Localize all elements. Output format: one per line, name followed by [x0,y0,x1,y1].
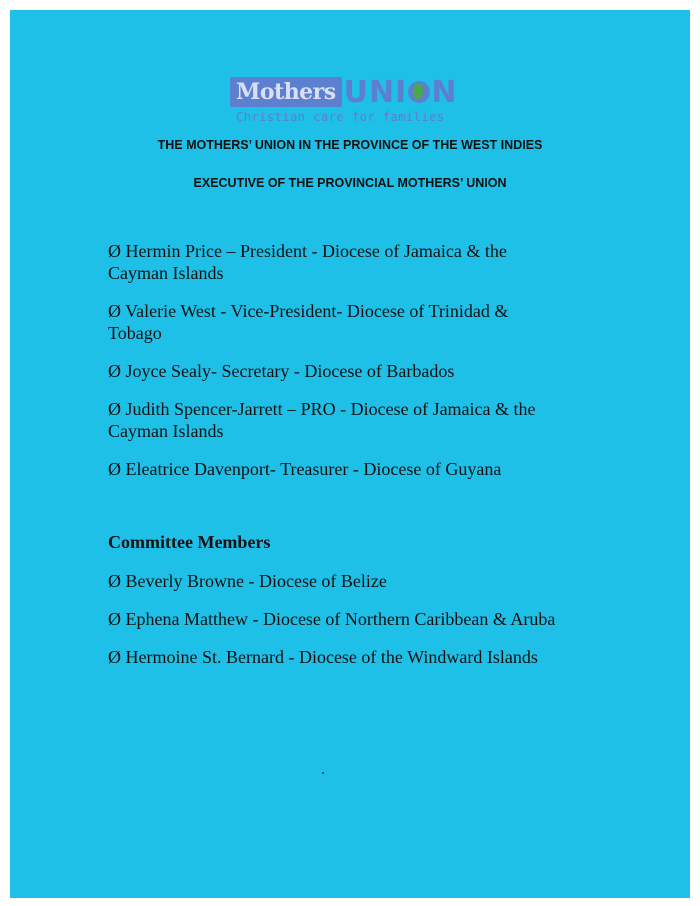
globe-icon [408,81,430,103]
logo-tagline: Christian care for families [236,110,445,124]
logo-union-part2: N [431,74,458,110]
executive-item-line: Ø Valerie West - Vice-President- Diocese of Trinidad & [108,301,509,321]
executive-item [108,398,588,442]
committee-member: Ø Ephena Matthew - Diocese of Northern Caribbean & Aruba [108,609,556,629]
committee-member: Ø Hermoine St. Bernard - Diocese of the Windward Islands [108,647,538,667]
logo-wordmark [230,74,457,110]
executive-item-line: Ø Hermin Price – President - Diocese of Jamaica & the [108,241,507,261]
speck-mark [322,772,324,774]
executive-item-line: Cayman Islands [108,263,224,283]
committee-member: Ø Beverly Browne - Diocese of Belize [108,571,387,591]
logo-mothers-text: Mothers [230,77,342,107]
executive-item-line: Ø Joyce Sealy- Secretary - Diocese of Barbados [108,361,455,381]
document-title: THE MOTHERS’ UNION IN THE PROVINCE OF THE WEST INDIES [157,138,543,152]
executive-item [108,360,588,382]
logo-union-part1: UNI [343,74,408,110]
committee-title: Committee Members [108,532,271,552]
executive-item [108,240,588,284]
committee-list [108,570,588,668]
executive-item-line: Ø Judith Spencer-Jarrett – PRO - Diocese of Jamaica & the [108,399,536,419]
mothers-union-logo [230,74,470,134]
logo-union-text [344,75,458,110]
document-subtitle: EXECUTIVE OF THE PROVINCIAL MOTHERS’ UNION [193,176,507,190]
executive-item-line: Tobago [108,323,162,343]
executive-item [108,458,588,480]
executive-item-line: Cayman Islands [108,421,224,441]
executive-item-line: Ø Eleatrice Davenport- Treasurer - Diocese of Guyana [108,459,502,479]
executive-item [108,300,588,344]
executive-list [108,240,588,480]
